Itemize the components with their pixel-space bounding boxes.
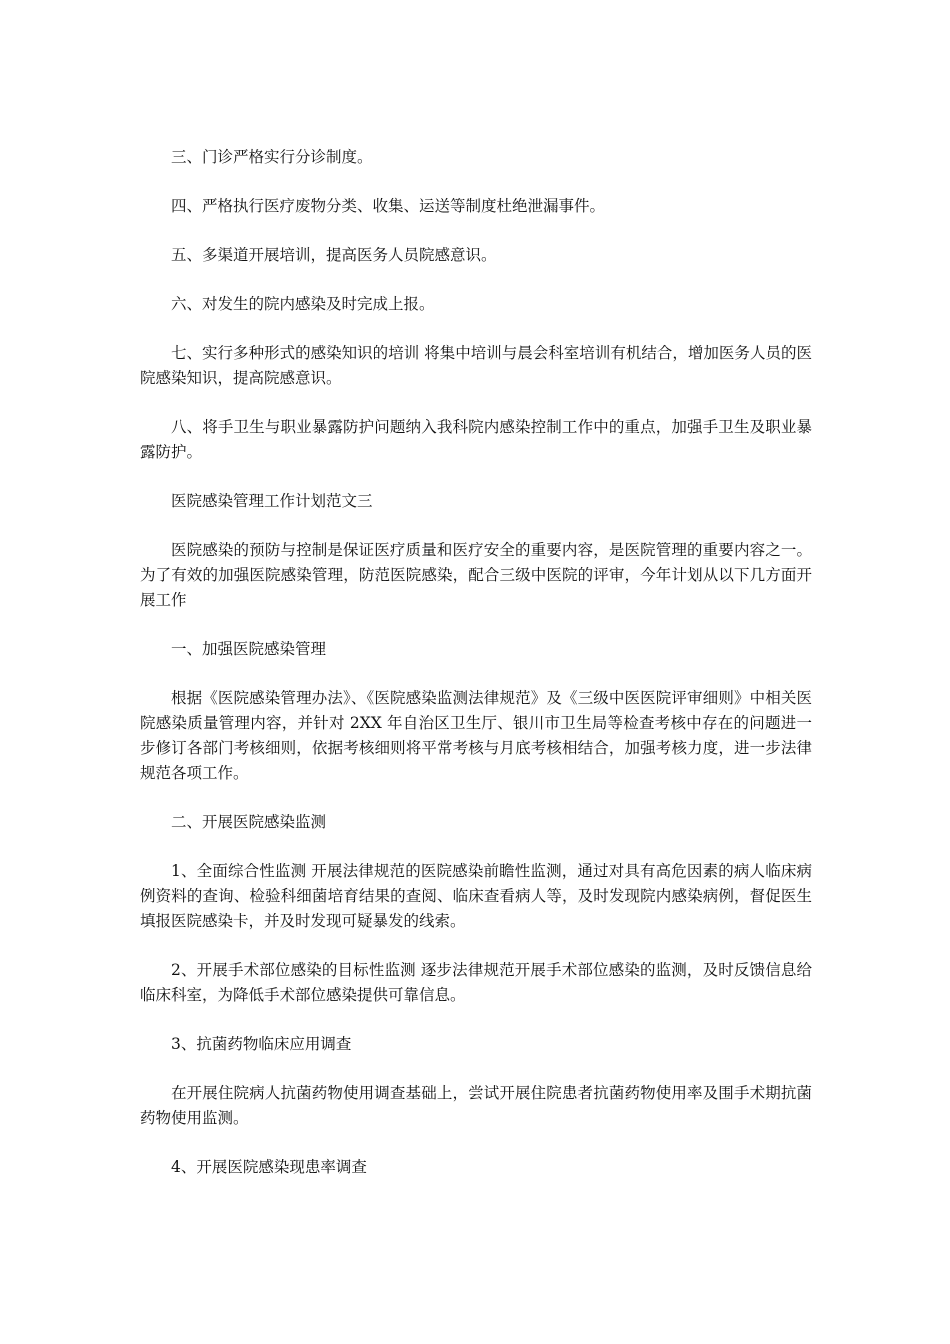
intro-paragraph: 医院感染的预防与控制是保证医疗质量和医疗安全的重要内容，是医院管理的重要内容之一。为了有效的加强医院感染管理，防范医院感染，配合三级中医院的评审，今年计划从以下几方面开展工作 <box>140 541 812 609</box>
antibiotic-paragraph: 在开展住院病人抗菌药物使用调查基础上，尝试开展住院患者抗菌药物使用率及围手术期抗菌药物使用监测。 <box>140 1084 812 1127</box>
paragraph-item-5: 五、多渠道开展培训，提高医务人员院感意识。 <box>171 246 497 264</box>
paragraph-item-8: 八、将手卫生与职业暴露防护问题纳入我科院内感染控制工作中的重点，加强手卫生及职业暴露防护。 <box>140 418 812 461</box>
paragraph-item-4: 四、严格执行医疗废物分类、收集、运送等制度杜绝泄漏事件。 <box>171 197 606 215</box>
monitoring-item-1: 1、全面综合性监测 开展法律规范的医院感染前瞻性监测，通过对具有高危因素的病人临床病例资料的查询、检验科细菌培育结果的查阅、临床查看病人等，及时发现院内感染病例，督促医生填报医院感染卡，并及时发现可疑暴发的线索。 <box>140 862 812 930</box>
paragraph-item-3: 三、门诊严格实行分诊制度。 <box>171 148 373 166</box>
subheading-2: 二、开展医院感染监测 <box>171 813 327 831</box>
subheading-1: 一、加强医院感染管理 <box>171 640 327 658</box>
management-paragraph: 根据《医院感染管理办法》、《医院感染监测法律规范》及《三级中医医院评审细则》中相关医院感染质量管理内容，并针对 2XX 年自治区卫生厅、银川市卫生局等检查考核中存在的问题进一步修订各部门考核细则，依据考核细则将平常考核与月底考核相结合，加强考核力度，进一步法律规范各项工作。 <box>140 689 812 782</box>
monitoring-item-3-heading: 3、抗菌药物临床应用调查 <box>171 1035 352 1053</box>
document-body <box>140 145 812 1204</box>
monitoring-item-2: 2、开展手术部位感染的目标性监测 逐步法律规范开展手术部位感染的监测，及时反馈信息给临床科室，为降低手术部位感染提供可靠信息。 <box>140 961 812 1004</box>
paragraph-item-6: 六、对发生的院内感染及时完成上报。 <box>171 295 435 313</box>
paragraph-item-7: 七、实行多种形式的感染知识的培训 将集中培训与晨会科室培训有机结合，增加医务人员的医院感染知识，提高院感意识。 <box>140 344 812 387</box>
monitoring-item-4-heading: 4、开展医院感染现患率调查 <box>171 1158 367 1176</box>
section-heading: 医院感染管理工作计划范文三 <box>171 492 373 510</box>
